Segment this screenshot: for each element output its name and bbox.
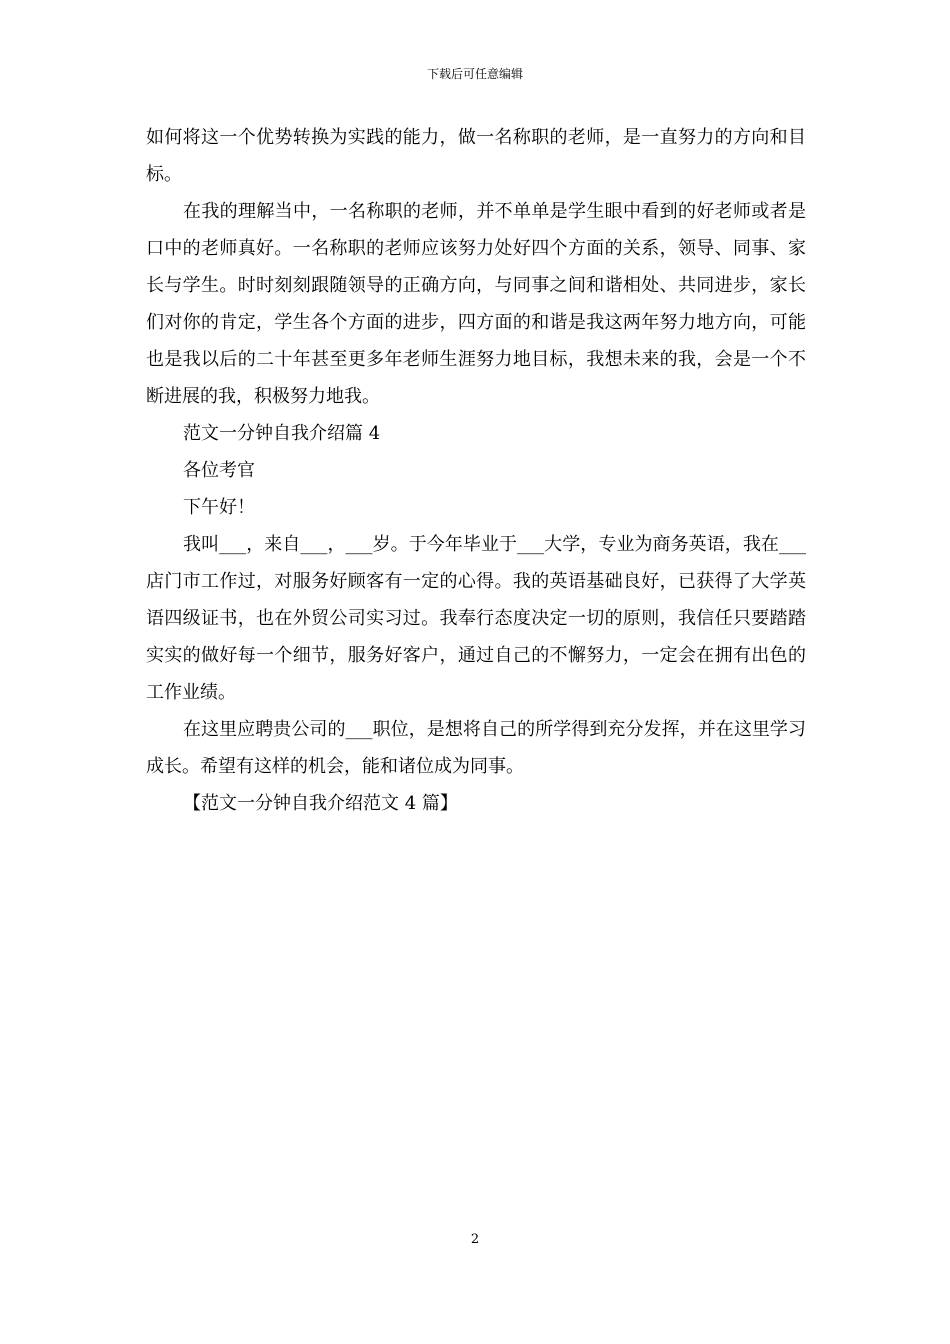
document-body xyxy=(146,119,806,822)
greeting: 下午好！ xyxy=(183,497,255,518)
salutation: 各位考官 xyxy=(183,460,255,481)
paragraph-self-introduction: 我叫___，来自___，___岁。于今年毕业于___大学，专业为商务英语，我在___店门市工作过，对服务好顾客有一定的心得。我的英语基础良好，已获得了大学英语四级证书，也在外贸公司实习过。我奉行态度决定一切的原则，我信任只要踏踏实实的做好每一个细节，服务好客户，通过自己的不懈努力，一定会在拥有出色的工作业绩。 xyxy=(146,534,806,703)
paragraph-qualified-teacher: 在我的理解当中，一名称职的老师，并不单单是学生眼中看到的好老师或者是口中的老师真好。一名称职的老师应该努力处好四个方面的关系，领导、同事、家长与学生。时时刻刻跟随领导的正确方向，与同事之间和谐相处、共同进步，家长们对你的肯定，学生各个方面的进步，四方面的和谐是我这两年努力地方向，可能也是我以后的二十年甚至更多年老师生涯努力地目标，我想未来的我，会是一个不断进展的我，积极努力地我。 xyxy=(146,201,806,407)
closing-title: 【范文一分钟自我介绍范文 4 篇】 xyxy=(183,793,458,814)
page-header: 下载后可任意编辑 xyxy=(426,67,523,81)
paragraph-application: 在这里应聘贵公司的___职位，是想将自己的所学得到充分发挥，并在这里学习成长。希望有这样的机会，能和诸位成为同事。 xyxy=(146,719,806,777)
page-number: 2 xyxy=(470,1232,480,1247)
paragraph-continuation: 如何将这一个优势转换为实践的能力，做一名称职的老师，是一直努力的方向和目标。 xyxy=(146,127,806,185)
section-heading: 范文一分钟自我介绍篇 4 xyxy=(183,423,381,444)
